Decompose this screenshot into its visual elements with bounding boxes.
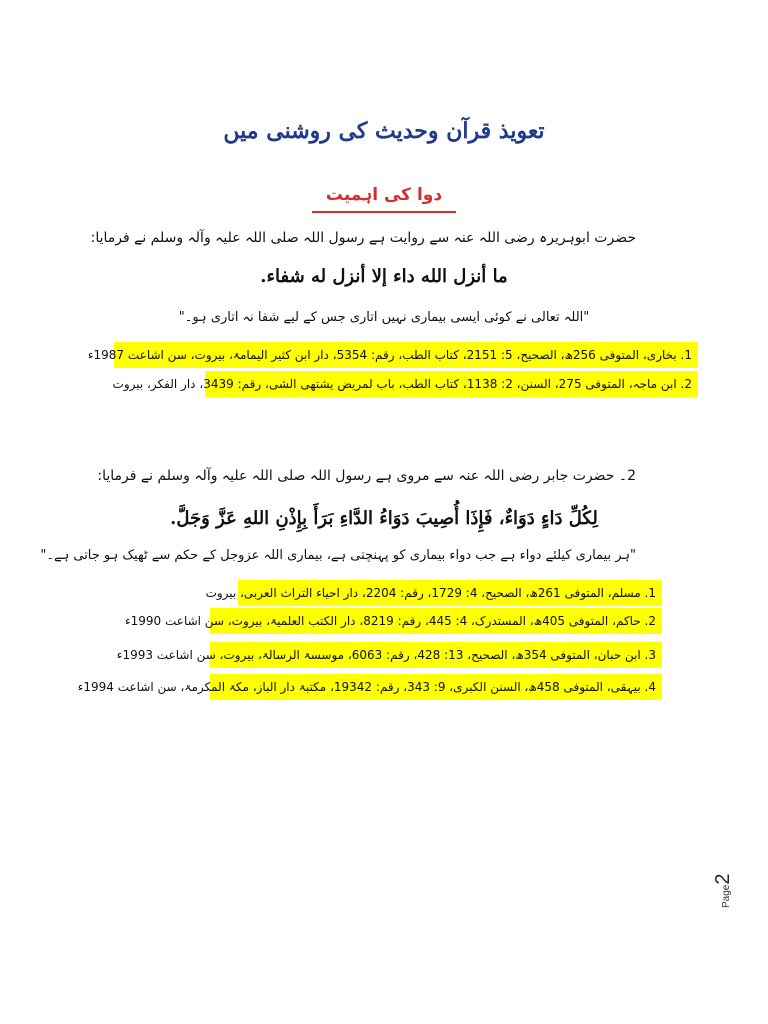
hadith1-arabic-text: ما أنزل الله داء إلا أنزل له شفاء. <box>260 266 508 287</box>
document-title: تعویذ قرآن وحدیث کی روشنی میں <box>223 118 545 144</box>
hadith2-reference-1: 1. مسلم، المتوفی 261ھ، الصحیح، 4: 1729، رقم: 2204، دار احیاء التراث العربی، بیروت <box>238 580 662 606</box>
hadith2-translation: "ہر بیماری کیلئے دواء ہے جب دواء بیماری کو پہنچتی ہے، بیماری اللہ عزوجل کے حکم سے ٹھیک ہو جاتی ہے۔" <box>40 548 636 563</box>
section-heading: دوا کی اہمیت <box>312 184 456 213</box>
hadith2-reference-4: 4. بیہقی، المتوفی 458ھ، السنن الکبری، 9: 343، رقم: 19342، مکتبۃ دار الباز، مکۃ المکرمۃ، سن اشاعت 1994ء <box>210 674 662 700</box>
hadith1-translation: "اللہ تعالی نے کوئی ایسی بیماری نہیں اتاری جس کے لیے شفا نہ اتاری ہو۔" <box>178 310 590 325</box>
hadith1-reference-1: 1. بخاری، المتوفی 256ھ، الصحیح، 5: 2151، کتاب الطب، رقم: 5354، دار ابن کثیر الیمامۃ، بیروت، سن اشاعت 1987ء <box>114 342 698 368</box>
hadith1-reference-2: 2. ابن ماجہ، المتوفی 275، السنن، 2: 1138، کتاب الطب، باب لمریض یشتھی الشی، رقم: 3439، دار الفکر، بیروت <box>205 371 698 397</box>
hadith2-reference-2: 2. حاکم، المتوفی 405ھ، المستدرک، 4: 445، رقم: 8219، دار الکتب العلمیۃ، بیروت، سن اشاعت 1990ء <box>210 608 662 634</box>
page-number: 2 <box>712 873 734 885</box>
hadith2-narration: 2۔ حضرت جابر رضی اللہ عنہ سے مروی ہے رسول اللہ صلی اللہ علیہ وآلہ وسلم نے فرمایا: <box>97 468 636 484</box>
section-heading-wrap <box>0 184 768 213</box>
hadith1-narration: حضرت ابوہریرہ رضی اللہ عنہ سے روایت ہے رسول اللہ صلی اللہ علیہ وآلہ وسلم نے فرمایا: <box>90 230 636 246</box>
page-label: Page <box>721 884 732 908</box>
hadith2-arabic-text: لِكُلِّ دَاءٍ دَوَاءٌ، فَإِذَا أُصِيبَ دَوَاءُ الدَّاءِ بَرَأَ بِإِذْنِ اللهِ عَزَّ وَجَلَّ. <box>170 508 598 529</box>
page-footer-rotated <box>712 874 735 908</box>
page-footer <box>712 868 752 928</box>
hadith2-reference-3: 3. ابن حبان، المتوفی 354ھ، الصحیح، 13: 428، رقم: 6063، موسسۃ الرسالۃ، بیروت، سن اشاعت 1993ء <box>210 642 662 668</box>
